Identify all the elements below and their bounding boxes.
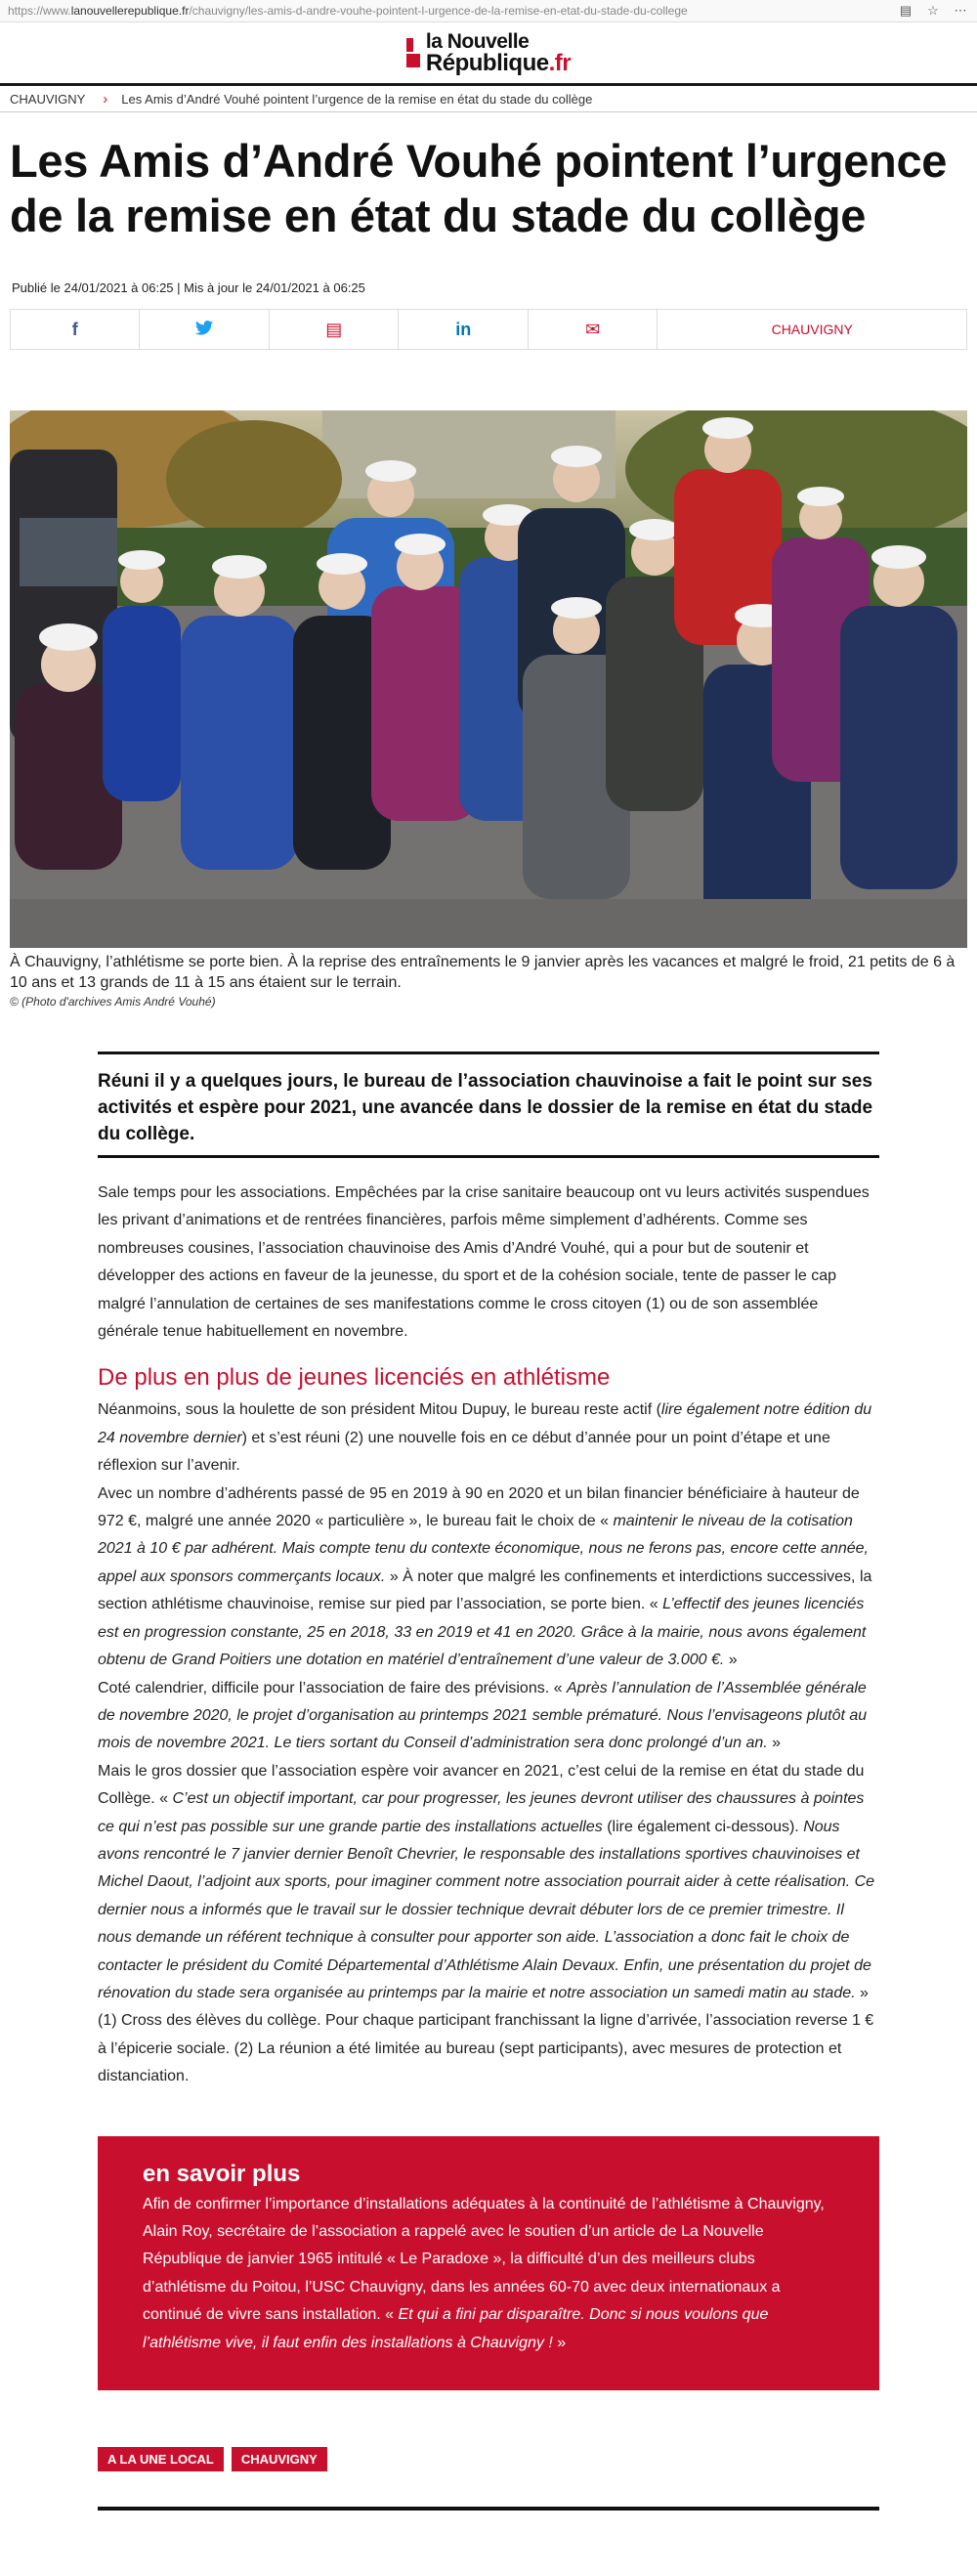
- bookmark-star-icon[interactable]: ☆: [927, 3, 939, 18]
- breadcrumb-section-link[interactable]: CHAUVIGNY: [10, 91, 86, 107]
- logo-mark: [406, 38, 420, 67]
- paragraph: Coté calendrier, difficile pour l’association de faire des prévisions. « Après l’annulation de l’Assemblée générale de novembre 2020, le projet d’organisation au printemps 2021 semble prématuré. Nous l’envisageons plutôt au mois de novembre 2021. Le tiers sortant du Conseil d’administration sera donc prolongé d’un an. »: [98, 1679, 868, 1752]
- learn-more-box: [98, 2136, 879, 2390]
- twitter-share-button[interactable]: [140, 310, 269, 349]
- section-heading: De plus en plus de jeunes licenciés en athlétisme: [98, 1364, 611, 1392]
- linkedin-share-button[interactable]: [399, 310, 528, 349]
- paragraph: Mais le gros dossier que l’association espère voir avancer en 2021, c’est celui de la remise en état du stade du Collège. « C’est un objectif important, car pour progresser, les jeunes devront utiliser des chaussures à pointes ce qui n’est pas possible sur une grande partie des installations actuelles (lire également ci-dessous). Nous avons rencontré le 7 janvier dernier Benoît Chevrier, le responsable des installations sportives chauvinoises et Michel Daout, l’adjoint aux sports, pour imaginer comment notre association pourrait aider à cette réalisation. Ce dernier nous a informés que le travail sur le dossier technique devrait débuter lors de ce premier trimestre. Il nous demande un référent technique à consulter pour apporter son aide. L’association a donc fait le choix de contacter le président du Comité Départemental d’Athlétisme Alain Devaux. Enfin, une présentation du projet de rénovation du stade sera organisée au printemps par la mairie et notre association un samedi matin au stade. »: [98, 1762, 875, 2001]
- logo-tld: .fr: [548, 49, 572, 76]
- group-photo-illustration: [10, 410, 967, 948]
- breadcrumb-separator-icon: ›: [103, 90, 108, 107]
- tag-a-la-une-local[interactable]: A LA UNE LOCAL: [98, 2447, 224, 2471]
- photo-credit: © (Photo d'archives Amis André Vouhé): [10, 995, 216, 1009]
- twitter-icon: [195, 320, 213, 340]
- article-photo[interactable]: [10, 410, 967, 948]
- url-host: lanouvellerepublique.fr: [70, 4, 190, 18]
- overflow-menu-icon[interactable]: ⋯: [954, 3, 967, 18]
- facebook-share-button[interactable]: [11, 310, 140, 349]
- mail-icon: ✉: [585, 319, 601, 339]
- site-header: [0, 22, 977, 86]
- mail-share-button[interactable]: [529, 310, 658, 349]
- paragraph: Avec un nombre d’adhérents passé de 95 en 2019 à 90 en 2020 et un bilan financier bénéficiaire à hauteur de 972 €, malgré une année 2020 « particulière », le bureau fait le choix de « maintenir le niveau de la cotisation 2021 à 10 € par adhérent. Mais compte tenu du contexte économique, nous ne ferons pas, encore cette année, appel aux sponsors commerçants locaux. » À noter que malgré les confinements et interdictions successives, la section athlétisme chauvinoise, remise sur pied par l’association, se porte bien. « L’effectif des jeunes licenciés est en progression constante, 25 en 2018, 33 en 2019 et 41 en 2020. Grâce à la mairie, nous avons également obtenu de Grand Poitiers une dotation en matériel d’entraînement d’une valeur de 3.000 €. »: [98, 1484, 872, 1669]
- facebook-icon: f: [71, 319, 78, 339]
- learn-more-text: Afin de confirmer l’importance d’installations adéquates à la continuité de l’athlétisme à Chauvigny, Alain Roy, secrétaire de l’association a rappelé avec le soutien d’un article de La Nouvelle République de janvier 1965 intitulé « Le Paradoxe », la difficulté d’un des meilleurs clubs d’athlétisme du Poitou, l’USC Chauvigny, dans les années 60-70 avec deux internationaux a continué de vivre sans installation. « Et qui a fini par disparaître. Donc si nous voulons que l’athlétisme vive, il faut enfin des installations à Chauvigny ! »: [143, 2195, 825, 2351]
- browser-address-bar[interactable]: [0, 0, 977, 22]
- publication-dates: Publié le 24/01/2021 à 06:25 | Mis à jour le 24/01/2021 à 06:25: [12, 280, 365, 295]
- footnotes: (1) Cross des élèves du collège. Pour chaque participant franchissant la ligne d’arrivée, l’association reverse 1 € à l’épicerie sociale. (2) La réunion a été limitée au bureau (sept participants), avec mesures de protection et distanciation.: [98, 2012, 874, 2085]
- url-text[interactable]: [8, 4, 887, 18]
- section-link-button[interactable]: [658, 310, 966, 349]
- share-bar: [10, 309, 967, 350]
- article-title: Les Amis d’André Vouhé pointent l’urgence de la remise en état du stade du collège: [10, 135, 948, 241]
- breadcrumb: [0, 86, 977, 112]
- print-button[interactable]: [270, 310, 399, 349]
- article-body: [98, 1052, 879, 2511]
- tag-list: [98, 2447, 879, 2471]
- site-logo[interactable]: [406, 31, 571, 75]
- print-icon: ▤: [325, 319, 343, 339]
- linkedin-icon: in: [455, 319, 472, 339]
- divider: [98, 2507, 879, 2511]
- learn-more-title: en savoir plus: [143, 2160, 301, 2187]
- paragraph: Néanmoins, sous la houlette de son président Mitou Dupuy, le bureau reste actif (lire également notre édition du 24 novembre dernier) et s’est réuni (2) une nouvelle fois en ce début d’année pour un point d’étape et une réflexion sur l’avenir.: [98, 1401, 872, 1475]
- section-label: CHAUVIGNY: [771, 322, 853, 337]
- paragraph: Sale temps pour les associations. Empêchées par la crise sanitaire beaucoup ont vu leurs activités suspendues les privant d’animations et de rentrées financières, parfois même simplement d’adhérents. Comme ses nombreuses cousines, l’association chauvinoise des Amis d’André Vouhé, qui a pour but de soutenir et développer des actions en faveur de la jeunesse, du sport et de la cohésion sociale, tente de passer le cap malgré l’annulation de certaines de ses manifestations comme le cross citoyen (1) ou de son assemblée générale tenue habituellement en novembre.: [98, 1184, 870, 1341]
- reader-view-icon[interactable]: ▤: [899, 3, 913, 18]
- url-path: /chauvigny/les-amis-d-andre-vouhe-pointent-l-urgence-de-la-remise-en-etat-du-stade-du-college: [189, 4, 688, 18]
- tag-chauvigny[interactable]: CHAUVIGNY: [232, 2447, 327, 2471]
- article-lead: Réuni il y a quelques jours, le bureau de l’association chauvinoise a fait le point sur ses activités et espère pour 2021, une avancée dans le dossier de la remise en état du stade du collège.: [98, 1052, 879, 1158]
- photo-caption: À Chauvigny, l’athlétisme se porte bien. À la reprise des entraînements le 9 janvier après les vacances et malgré le froid, 21 petits de 6 à 10 ans et 13 grands de 11 à 15 ans étaient sur le terrain.: [10, 954, 956, 991]
- breadcrumb-current: Les Amis d’André Vouhé pointent l’urgence de la remise en état du stade du collège: [121, 91, 593, 107]
- logo-line-2: République: [425, 49, 549, 76]
- logo-line-1: la Nouvelle: [425, 29, 530, 53]
- url-scheme: https://www.: [8, 4, 71, 18]
